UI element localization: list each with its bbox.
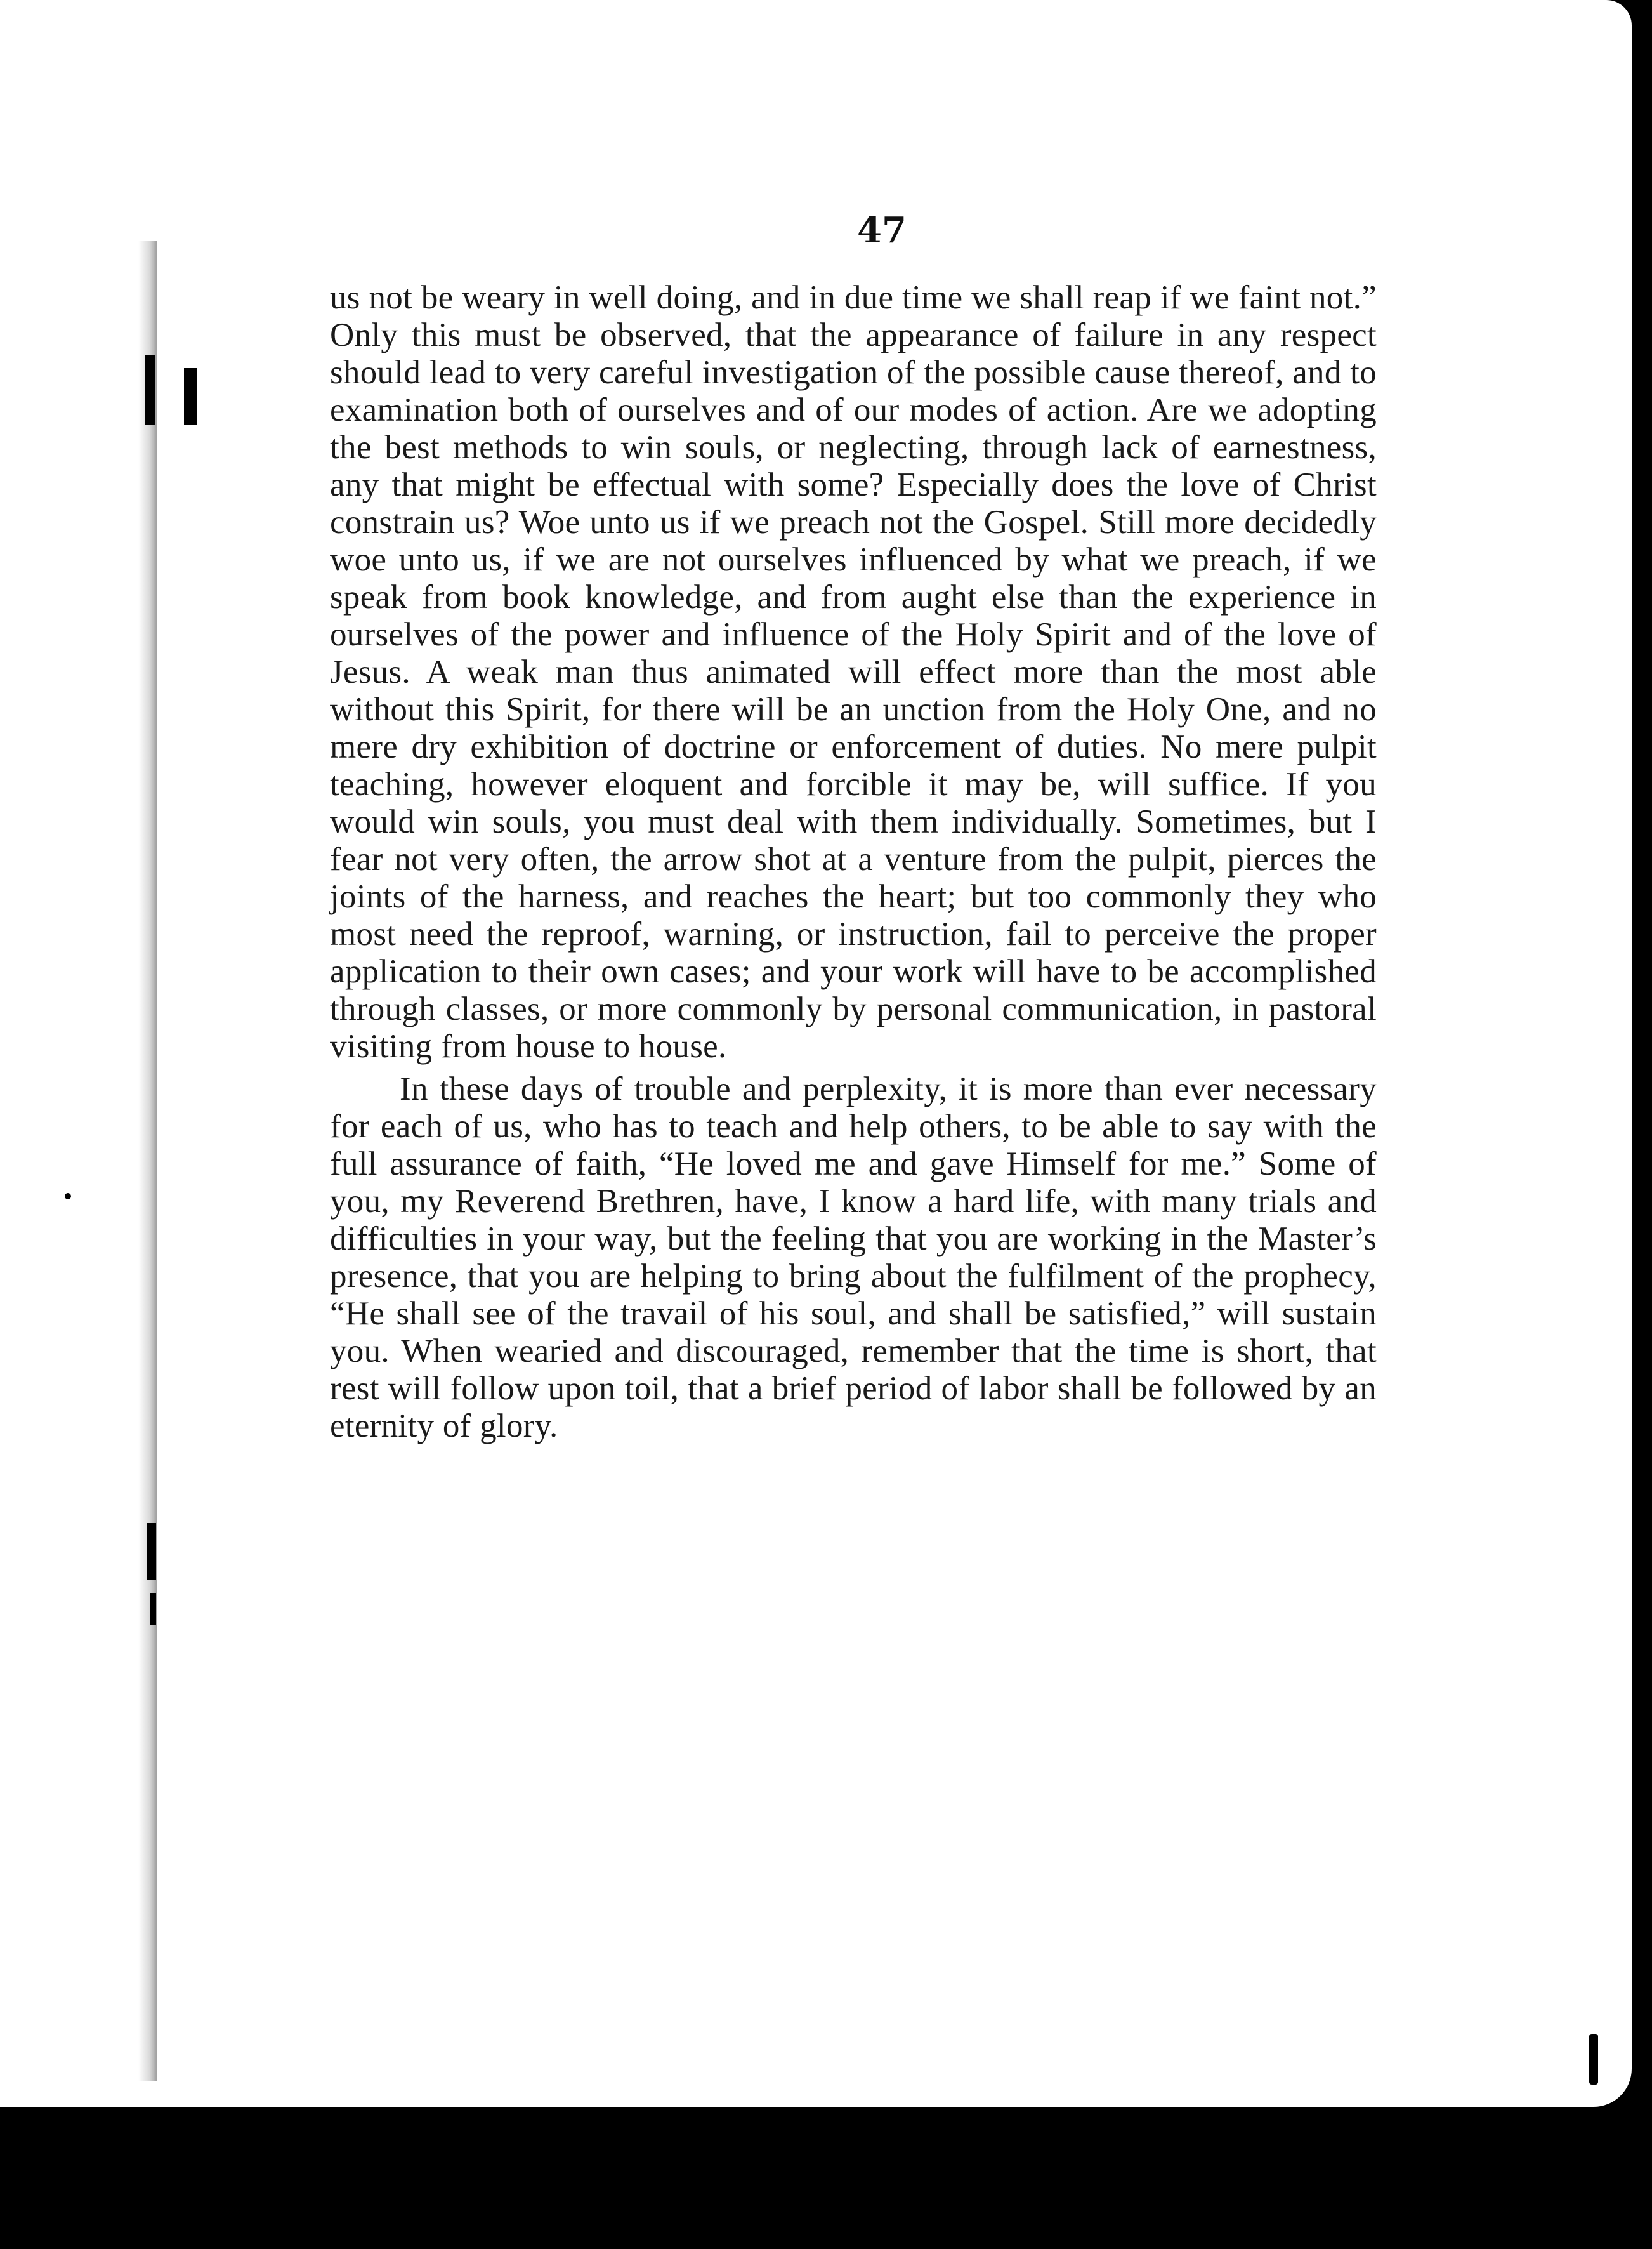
page-number: 47: [857, 209, 907, 251]
paragraph-closing: In these days of trouble and perplexity, it is more than ever necessary for each of us, who has to teach and help others, to be able to say with the full assurance of faith, “He loved me and gave Himself for me.” Some of you, my Reverend Brethren, have, I know a hard life, with many trials and difficulties in your way, but the feeling that you are working in the Master’s presence, that you are helping to bring about the fulfilment of the prophecy, “He shall see of the travail of his soul, and shall be satisfied,” will sustain you. When wearied and discouraged, remember that the time is short, that rest will follow upon toil, that a brief period of labor shall be followed by an eternity of glory.: [330, 1071, 1377, 1444]
body-text: [330, 279, 1377, 1445]
edge-mark-right: [1589, 2034, 1598, 2085]
margin-mark-mid-2: [150, 1593, 156, 1625]
margin-mark-mid: [147, 1523, 156, 1580]
paragraph-continuation: us not be weary in well doing, and in due time we shall reap if we faint not.” Only this must be observed, that the appearance of failure in any respect should lead to very careful investigation of the possible cause thereof, and to examination both of ourselves and of our modes of action. Are we adopting the best methods to win souls, or neglecting, through lack of earnestness, any that might be effectual with some? Especially does the love of Christ constrain us? Woe unto us if we preach not the Gospel. Still more decidedly woe unto us, if we are not ourselves influenced by what we preach, if we speak from book knowledge, and from aught else than the experience in ourselves of the power and influence of the Holy Spirit and of the love of Jesus. A weak man thus animated will effect more than the most able without this Spirit, for there will be an unction from the Holy One, and no mere dry exhibition of doctrine or enforcement of duties. No mere pulpit teaching, however eloquent and forcible it may be, will suffice. If you would win souls, you must deal with them individually. Sometimes, but I fear not very often, the arrow shot at a venture from the pulpit, pierces the joints of the harness, and reaches the heart; but too commonly they who most need the reproof, warning, or instruction, fail to perceive the proper application to their own cases; and your work will have to be accomplished through classes, or more commonly by personal communication, in pastoral visiting from house to house.: [330, 279, 1377, 1065]
margin-mark-dot: [65, 1193, 71, 1199]
margin-mark-top: [145, 355, 155, 425]
gutter-shadow: [138, 241, 157, 2081]
margin-mark-top-2: [184, 368, 197, 425]
